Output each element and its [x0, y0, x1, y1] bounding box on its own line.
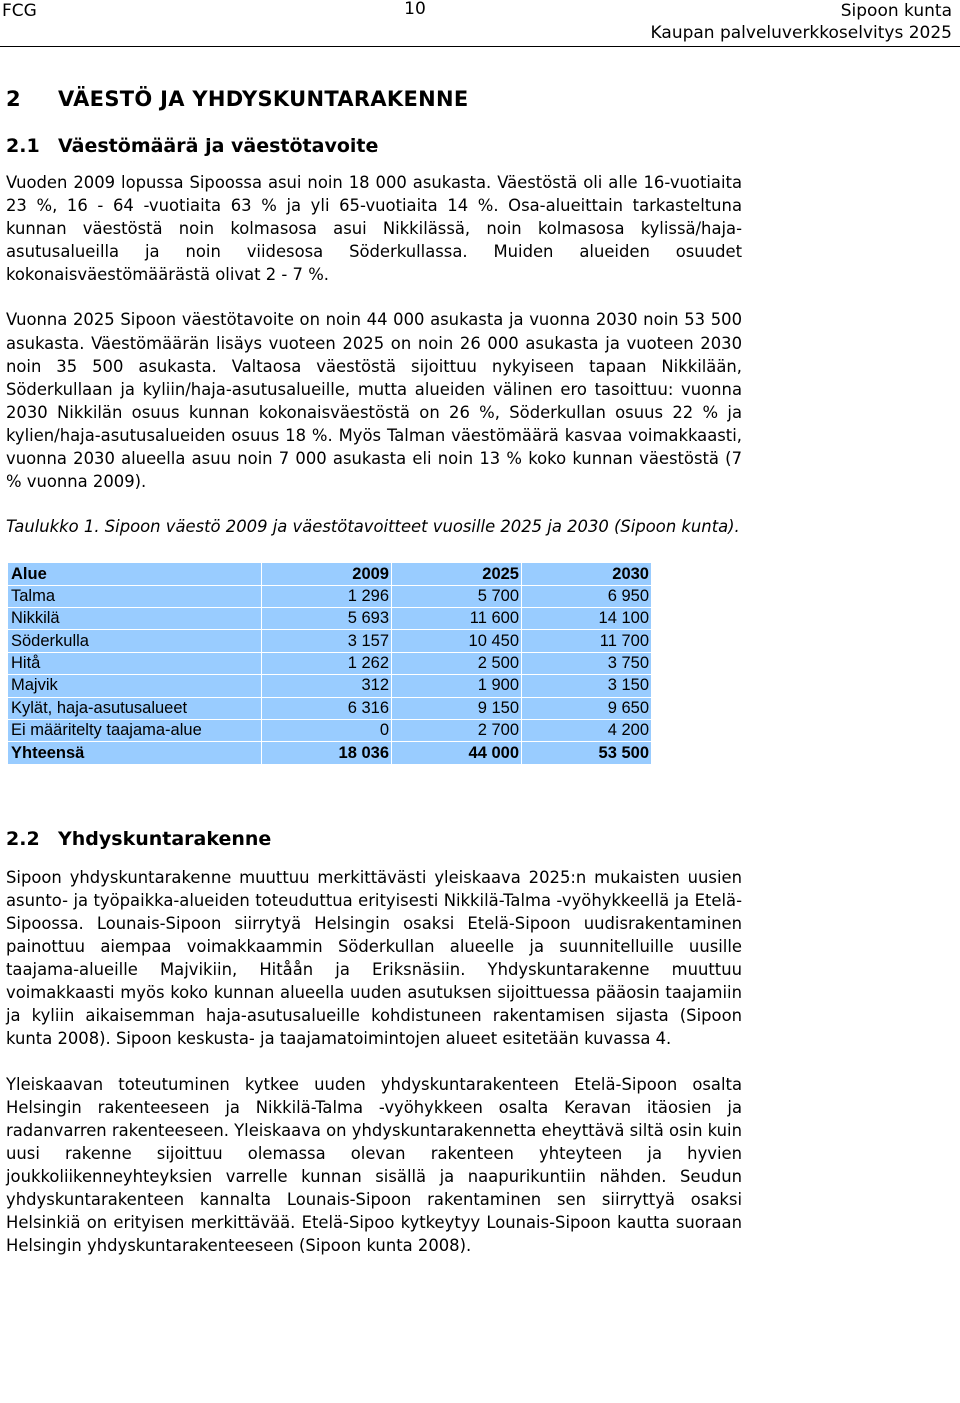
table-total-cell: Yhteensä — [8, 742, 262, 764]
section-2-2-number: 2.2 — [6, 827, 40, 850]
table-cell: 14 100 — [522, 608, 652, 630]
section-2-heading — [6, 84, 742, 114]
table-cell: Nikkilä — [8, 608, 262, 630]
table-cell: 6 950 — [522, 585, 652, 607]
page-number: 10 — [404, 0, 426, 19]
table-cell: 3 150 — [522, 675, 652, 697]
table-row — [8, 720, 652, 742]
table-total-cell: 53 500 — [522, 742, 652, 764]
section-2-2-paragraph-1: Sipoon yhdyskuntarakenne muuttuu merkittävästi yleiskaava 2025:n mukaisten uusien asunto- ja työpaikka-alueiden toteuduttua erityisesti Nikkilä-Talma -vyöhykkeellä ja Etelä-Sipoossa. Lounais-Sipoon siirrytyä Helsingin osaksi Etelä-Sipoon uudisrakentaminen painottuu aiempaa voimakkaammin Söderkullan alueelle ja suunnitelluille uusille taajama-alueille Majvikiin, Hitåån ja Eriksnäsiin. Yhdyskuntarakenne muuttuu voimakkaasti myös koko kunnan alueella uuden asutuksen sijoittuessa pääosin taajamiin ja kyliin aikaisemman haja-asutusalueille kohdistuneen rakentamisen sijasta (Sipoon kunta 2008). Sipoon keskusta- ja taajamatoimintojen alueet esitetään kuvassa 4. — [6, 867, 742, 1049]
population-table — [7, 562, 652, 765]
table-cell: 1 900 — [392, 675, 522, 697]
table-row — [8, 630, 652, 652]
section-2-1-paragraph-2: Vuonna 2025 Sipoon väestötavoite on noin 44 000 asukasta ja vuonna 2030 noin 53 500 asukasta. Väestömäärän lisäys vuoteen 2025 on noin 26 000 asukasta ja vuoteen 2030 noin 35 500 asukasta. Valtaosa väestöstä sijoittuu nykyiseen tapaan Nikkilään, Söderkullaan ja kyliin/haja-asutusalueille, mutta alueiden välinen ero tasoittuu: vuonna 2030 Nikkilän osuus kunnan kokonaisväestöstä on 26 %, Söderkullan osuus 22 % ja kylien/haja-asutusalueiden osuus 18 %. Myös Talman väestömäärä kasvaa voimakkaasti, vuonna 2030 alueella asuu noin 7 000 asukasta eli noin 13 % koko kunnan väestöstä (7 % vuonna 2009). — [6, 310, 742, 492]
section-2-2-heading — [6, 825, 742, 853]
table-cell: 4 200 — [522, 720, 652, 742]
table-cell: Talma — [8, 585, 262, 607]
table-cell: 312 — [262, 675, 392, 697]
table-cell: 9 150 — [392, 697, 522, 719]
section-2-1-number: 2.1 — [6, 135, 40, 157]
table-cell: 11 700 — [522, 630, 652, 652]
table-cell: 6 316 — [262, 697, 392, 719]
section-2-number: 2 — [6, 87, 21, 111]
table-cell: 2 500 — [392, 652, 522, 674]
page-header — [0, 0, 960, 47]
section-2-2-title: Yhdyskuntarakenne — [58, 827, 272, 850]
table-cell: 1 296 — [262, 585, 392, 607]
table-header-row — [8, 563, 652, 585]
table-header-cell: 2009 — [262, 563, 392, 585]
section-2-1-paragraph-1: Vuoden 2009 lopussa Sipoossa asui noin 18 000 asukasta. Väestöstä oli alle 16-vuotiaita 23 %, 16 - 64 -vuotiaita 63 % ja yli 65-vuotiaita 14 %. Osa-alueittain tarkasteltuna kunnan väestöstä noin kolmasosa asui Nikkilässä, noin kolmasosa kylissä/haja-asutusalueilla ja noin viidesosa Söderkullassa. Muiden alueiden osuudet kokonaisväestömäärästä olivat 2 - 7 %. — [6, 173, 742, 285]
table-cell: 0 — [262, 720, 392, 742]
table-row — [8, 585, 652, 607]
header-client: Sipoon kunta — [840, 1, 952, 21]
table-total-row — [8, 742, 652, 764]
table-row — [8, 697, 652, 719]
table-header-cell: 2030 — [522, 563, 652, 585]
table-cell: 5 700 — [392, 585, 522, 607]
section-2-2-paragraph-2: Yleiskaavan toteutuminen kytkee uuden yhdyskuntarakenteen Etelä-Sipoon osalta Helsingin rakenteeseen ja Nikkilä-Talma -vyöhykkeen osalta Keravan itäosien ja radanvarren rakenteeseen. Yleiskaava on yhdyskuntarakennetta eheyttävä siltä osin kuin uusi rakenne sijoittuu olemassa olevan rakenteen yhteyteen ja hyvien joukkoliikenneyhteyksien varrelle kunnan sisällä ja naapurikuntiin nähden. Seudun yhdyskuntarakenteen kannalta Lounais-Sipoon rakentaminen sen siirryttyä osaksi Helsinkiä on erityisen merkittävää. Etelä-Sipoo kytkeytyy Lounais-Sipoon kautta suoraan Helsingin yhdyskuntarakenteeseen (Sipoon kunta 2008). — [6, 1074, 742, 1256]
table-cell: Hitå — [8, 652, 262, 674]
document-body — [6, 84, 742, 1257]
section-2-title: VÄESTÖ JA YHDYSKUNTARAKENNE — [58, 87, 469, 111]
table-row — [8, 608, 652, 630]
section-2-1-title: Väestömäärä ja väestötavoite — [58, 135, 379, 157]
header-company: FCG — [2, 1, 37, 21]
table-total-cell: 44 000 — [392, 742, 522, 764]
table-cell: 3 750 — [522, 652, 652, 674]
section-2-1-heading — [6, 132, 742, 160]
table-total-cell: 18 036 — [262, 742, 392, 764]
table-cell: 10 450 — [392, 630, 522, 652]
table-cell: Söderkulla — [8, 630, 262, 652]
table-cell: 11 600 — [392, 608, 522, 630]
table-cell: 3 157 — [262, 630, 392, 652]
table-row — [8, 675, 652, 697]
table-row — [8, 652, 652, 674]
header-report-title: Kaupan palveluverkkoselvitys 2025 — [650, 23, 952, 43]
table-header-cell: Alue — [8, 563, 262, 585]
table-cell: 9 650 — [522, 697, 652, 719]
table-cell: Ei määritelty taajama-alue — [8, 720, 262, 742]
header-right — [651, 0, 952, 44]
table-cell: Majvik — [8, 675, 262, 697]
table-caption: Taulukko 1. Sipoon väestö 2009 ja väestötavoitteet vuosille 2025 ja 2030 (Sipoon kunta). — [6, 517, 740, 537]
table-cell: Kylät, haja-asutusalueet — [8, 697, 262, 719]
table-cell: 5 693 — [262, 608, 392, 630]
table-cell: 1 262 — [262, 652, 392, 674]
table-header-cell: 2025 — [392, 563, 522, 585]
table-cell: 2 700 — [392, 720, 522, 742]
